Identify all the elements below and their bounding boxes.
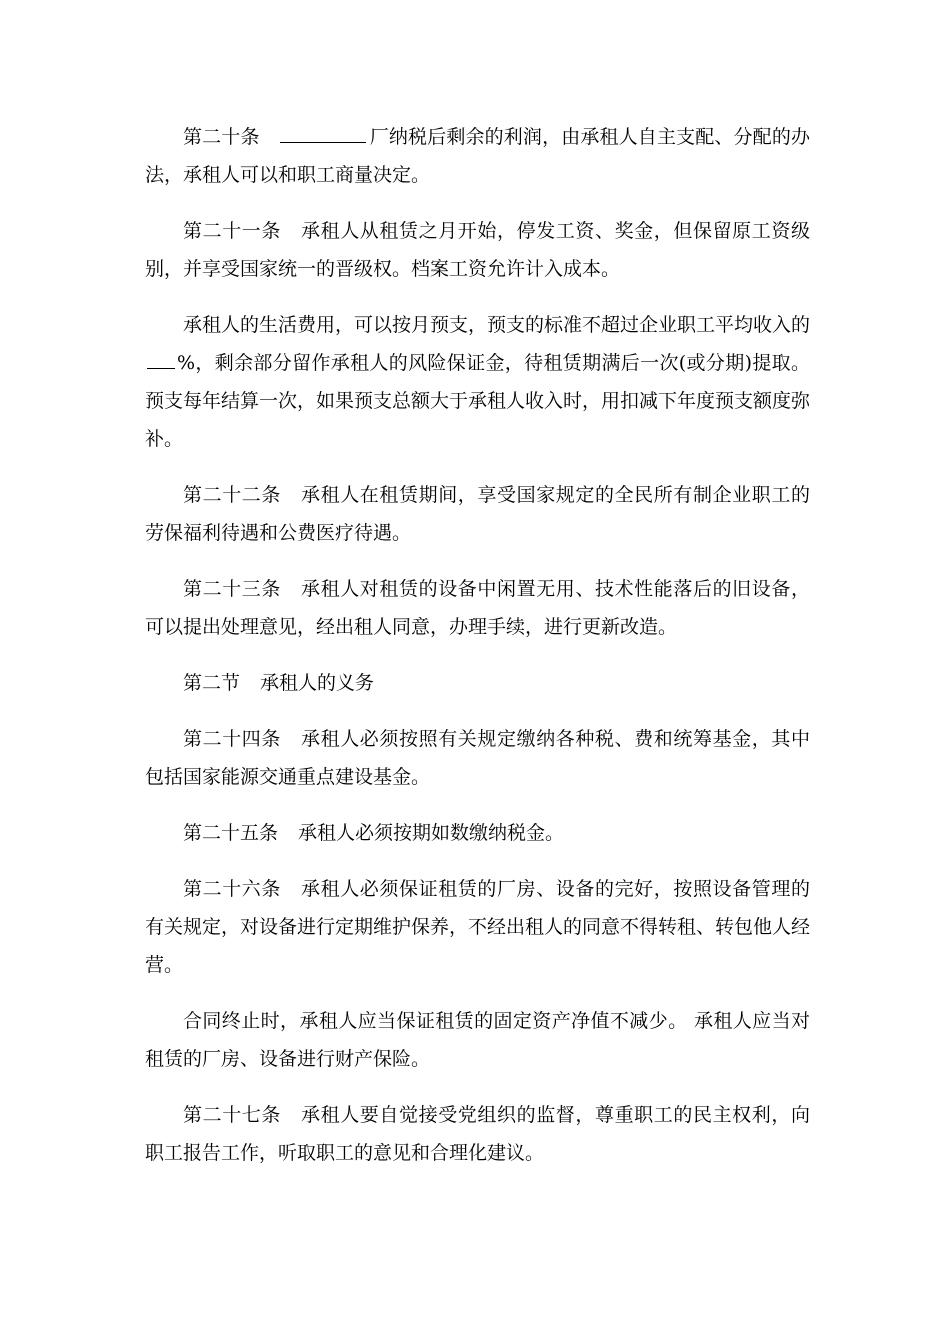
article-number: 第二十条 — [183, 126, 260, 148]
article-number: 第二十四条 — [183, 728, 281, 750]
article-number: 第二十六条 — [183, 878, 281, 900]
contract-end-paragraph — [145, 1002, 810, 1078]
paragraph-text: 合同终止时，承租人应当保证租赁的固定资产净值不减少。 承租人应当对租赁的厂房、设备进行财产保险。 — [145, 1010, 810, 1070]
article-20 — [145, 118, 810, 194]
article-text: 厂纳税后剩余的利润，由承租人自主支配、分配的办法，承租人可以和职工商量决定。 — [145, 126, 810, 186]
article-text: 承租人要自觉接受党组织的监督，尊重职工的民主权利，向职工报告工作，听取职工的意见和合理化建议。 — [145, 1104, 810, 1164]
article-27 — [145, 1096, 810, 1172]
section-number: 第二节 — [183, 672, 241, 694]
document-body — [145, 118, 810, 1190]
article-text: 承租人对租赁的设备中闲置无用、技术性能落后的旧设备，可以提出处理意见，经出租人同意，办理手续，进行更新改造。 — [145, 578, 810, 638]
paragraph-text-before: 承租人的生活费用，可以按月预支，预支的标准不超过企业职工平均收入的 — [183, 314, 811, 336]
living-expense-paragraph — [145, 306, 810, 458]
article-number: 第二十三条 — [183, 578, 281, 600]
article-text: 承租人必须按照有关规定缴纳各种税、费和统筹基金，其中包括国家能源交通重点建设基金。 — [145, 728, 810, 788]
section-heading — [145, 664, 810, 702]
article-25 — [145, 814, 810, 852]
article-text: 承租人必须保证租赁的厂房、设备的完好，按照设备管理的有关规定，对设备进行定期维护保养，不经出租人的同意不得转租、转包他人经营。 — [145, 878, 811, 976]
section-title: 承租人的义务 — [260, 672, 375, 694]
percent-blank — [147, 346, 175, 369]
article-text: 承租人从租赁之月开始，停发工资、奖金，但保留原工资级别，并享受国家统一的晋级权。档案工资允许计入成本。 — [145, 220, 810, 280]
article-21 — [145, 212, 810, 288]
fill-in-blank — [280, 120, 366, 143]
article-24 — [145, 720, 810, 796]
article-number: 第二十一条 — [183, 220, 281, 242]
article-number: 第二十七条 — [183, 1104, 281, 1126]
article-22 — [145, 476, 810, 552]
article-text: 承租人在租赁期间，享受国家规定的全民所有制企业职工的劳保福利待遇和公费医疗待遇。 — [145, 484, 810, 544]
paragraph-text-after: %，剩余部分留作承租人的风险保证金，待租赁期满后一次(或分期)提取。预支每年结算一次，如果预支总额大于承租人收入时，用扣减下年度预支额度弥补。 — [145, 352, 811, 450]
article-number: 第二十五条 — [183, 822, 279, 844]
article-26 — [145, 870, 810, 984]
article-23 — [145, 570, 810, 646]
article-text: 承租人必须按期如数缴纳税金。 — [298, 822, 565, 844]
article-number: 第二十二条 — [183, 484, 281, 506]
